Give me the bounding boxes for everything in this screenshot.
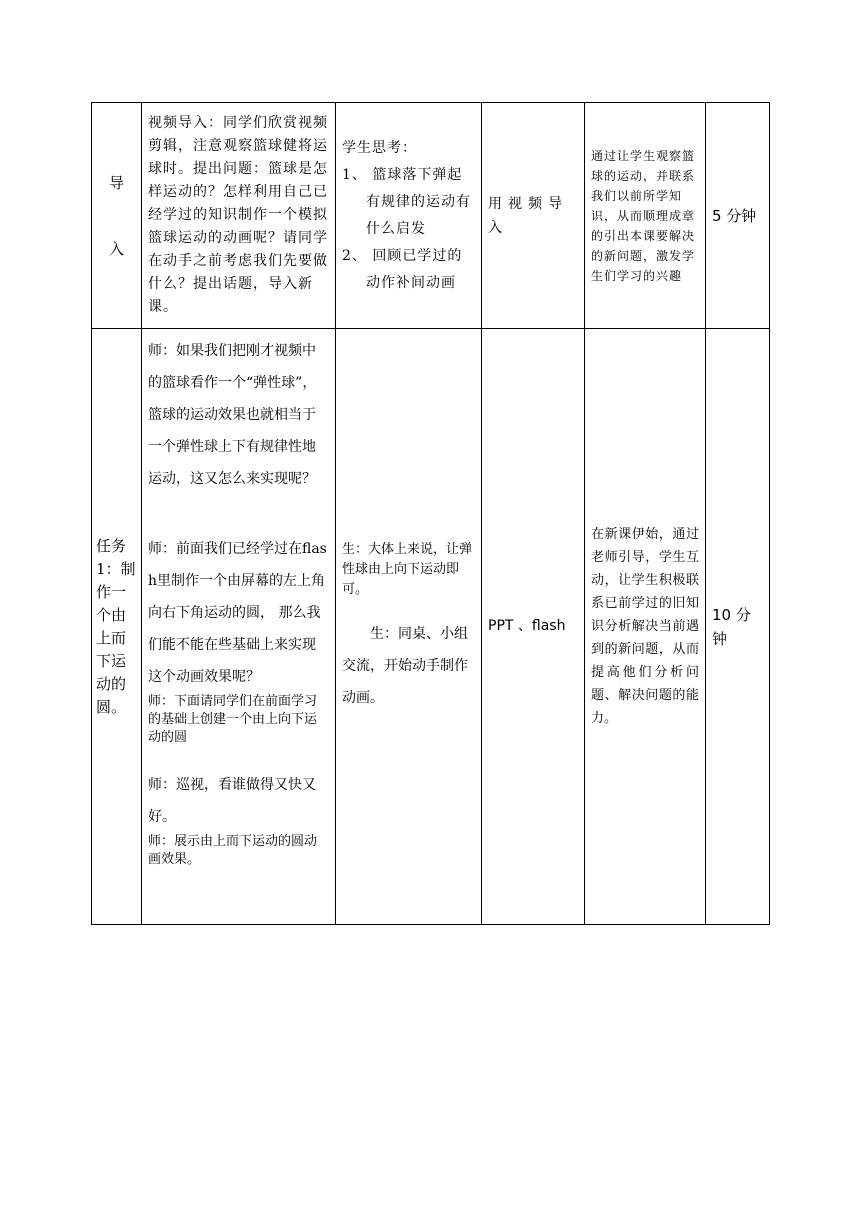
- media-text: PPT 、flash: [488, 618, 566, 634]
- stage-char: 导: [108, 173, 124, 192]
- student-item: 2、 回顾已学过的动作补间动画: [342, 247, 463, 291]
- student-activity-cell: [336, 103, 482, 329]
- stage-text: 任务1：制作一个由上而下运动的圆。: [96, 536, 136, 716]
- student-response: 生：同桌、小组交流，开始动手制作动画。: [342, 625, 468, 706]
- teacher-paragraph: 师：巡视，看谁做得又快又好。: [148, 777, 316, 825]
- teacher-activity-cell: [142, 329, 336, 925]
- design-intent-text: 通过让学生观察篮球的运动，并联系我们以前所学知识，从而顺理成章的引出本课要解决的新问题，激发学生们学习的兴趣: [591, 148, 696, 283]
- time-text: 10 分钟: [712, 605, 751, 648]
- stage-char: 入: [108, 239, 124, 258]
- teacher-activity-text: 视频导入：同学们欣赏视频剪辑，注意观察篮球健将运球时。提出问题：篮球是怎样运动的？怎样利用自己已经学过的知识制作一个模拟篮球运动的动画呢？请同学在动手之前考虑我们先要做什么？提出话题，导入新课。: [148, 115, 328, 315]
- teacher-paragraph: 师：展示由上而下运动的圆动画效果。: [148, 834, 318, 867]
- design-intent-cell: [585, 329, 706, 925]
- student-activity-cell: [336, 329, 482, 925]
- media-cell: [482, 103, 585, 329]
- teacher-paragraph: 师：前面我们已经学过在flash里制作一个由屏幕的左上角向右下角运动的圆， 那么我们能不能在些基础上来实现这个动画效果呢？: [148, 541, 327, 685]
- teacher-paragraph: 师：如果我们把刚才视频中的篮球看作一个“弹性球”，篮球的运动效果也就相当于一个弹性球上下有规律性地运动，这又怎么来实现呢？: [148, 343, 317, 487]
- stage-cell: [92, 103, 142, 329]
- lesson-plan-table: [91, 102, 770, 925]
- time-text: 5 分钟: [712, 206, 757, 225]
- design-intent-cell: [585, 103, 706, 329]
- time-cell: [706, 103, 770, 329]
- media-cell: [482, 329, 585, 925]
- table-row: [92, 329, 770, 925]
- time-cell: [706, 329, 770, 925]
- table-row: [92, 103, 770, 329]
- teacher-activity-cell: [142, 103, 336, 329]
- stage-cell: [92, 329, 142, 925]
- design-intent-text: 在新课伊始，通过老师引导，学生互动，让学生积极联系已前学过的旧知识分析解决当前遇到的新问题，从而提高他们分析问题、解决问题的能力。: [591, 527, 699, 726]
- media-text: 用视频导入: [488, 195, 568, 236]
- teacher-paragraph: 师：下面请同学们在前面学习的基础上创建一个由上向下运动的圆: [148, 694, 318, 745]
- student-item: 1、 篮球落下弹起有规律的运动有什么启发: [342, 166, 471, 237]
- student-response: 生：大体上来说，让弹性球由上向下运动即可。: [342, 541, 473, 597]
- student-heading: 学生思考：: [342, 139, 417, 156]
